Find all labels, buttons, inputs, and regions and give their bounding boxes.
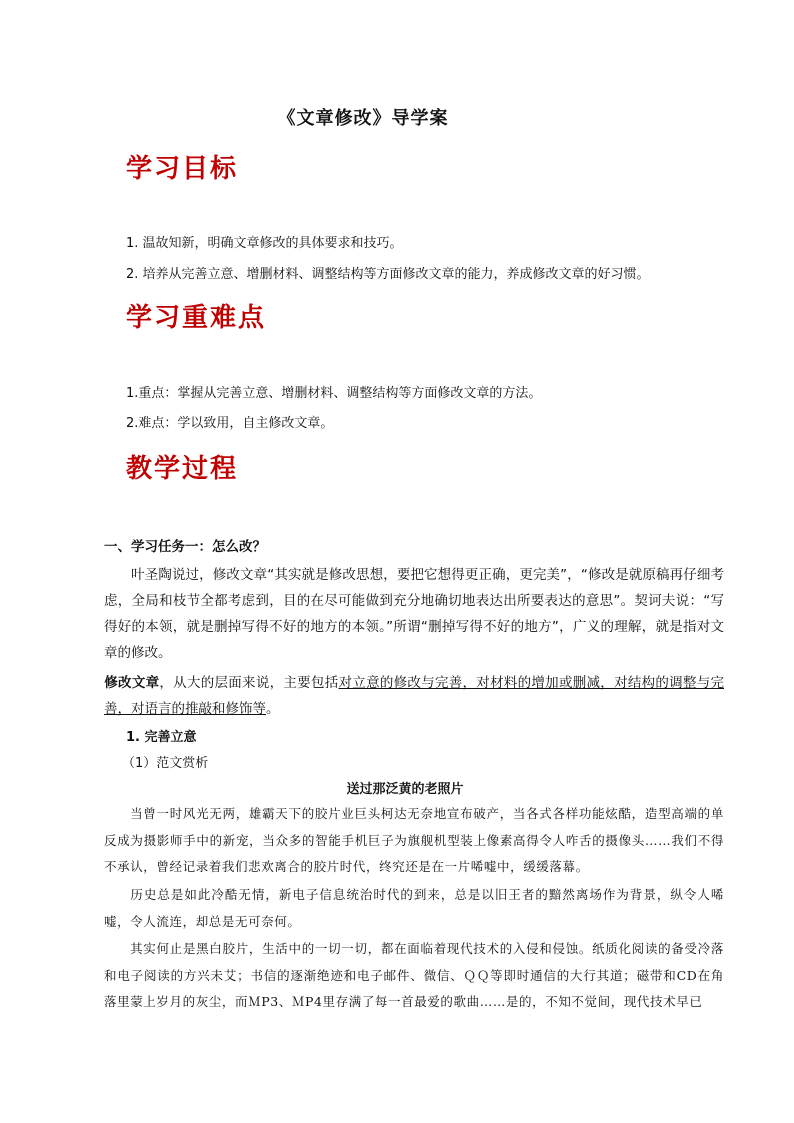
task1-heading: 一、学习任务一：怎么改？: [104, 539, 266, 555]
task1-paragraph-2: 修改文章，从大的层面来说，主要包括对立意的修改与完善，对材料的增加或删减，对结构的调整与完善，对语言的推敲和修饰等。: [104, 675, 725, 717]
section-heading-goals: 学习目标: [126, 154, 239, 184]
underlined-text: 对立意的修改与完善，对材料的增加或删减，对结构的调整与完善，对语言的推敲和修饰等: [104, 675, 725, 717]
essay-paragraph-3: 其实何止是黑白胶片，生活中的一切一切，都在面临着现代技术的入侵和侵蚀。纸质化阅读的备受冷落和电子阅读的方兴未艾；书信的逐渐绝迹和电子邮件、微信、ＱＱ等即时通信的大行其道；磁带和CD在角落里蒙上岁月的灰尘，而ＭP3、ＭP4里存满了每一首最爱的歌曲……是的，不知不觉间，现代技术早已: [104, 941, 724, 1009]
essay-title: 送过那泛黄的老照片: [346, 782, 464, 797]
document-title: 《文章修改》导学案: [277, 108, 449, 129]
section-heading-process: 教学过程: [126, 454, 239, 484]
sub-item-model-essay: （1）范文赏析: [122, 756, 209, 771]
key-point-item-1: 1.重点：掌握从完善立意、增删材料、调整结构等方面修改文章的方法。: [126, 386, 542, 401]
section-heading-key-points: 学习重难点: [126, 303, 267, 333]
key-point-item-2: 2.难点：学以致用，自主修改文章。: [126, 416, 334, 431]
task1-paragraph-1: 叶圣陶说过，修改文章“其实就是修改思想，要把它想得更正确，更完美”，“修改是就原稿再仔细考虑，全局和枝节全都考虑到，目的在尽可能做到充分地确切地表达出所要表达的意思”。契诃夫说：“写得好的本领，就是删掉写得不好的地方的本领。”所谓“删掉写得不好的地方”，广义的理解，就是指对文章的修改。: [104, 567, 724, 661]
paragraph-lead-bold: 修改文章: [104, 675, 160, 691]
goal-item-1: 1. 温故知新，明确文章修改的具体要求和技巧。: [126, 236, 403, 251]
goal-item-2: 2. 培养从完善立意、增删材料、调整结构等方面修改文章的能力，养成修改文章的好习惯。: [126, 267, 650, 282]
essay-paragraph-2: 历史总是如此冷酷无情，新电子信息统治时代的到来，总是以旧王者的黯然离场作为背景，纵令人唏嘘，令人流连，却总是无可奈何。: [104, 887, 724, 929]
sub-heading-perfect-theme: 1. 完善立意: [126, 730, 197, 745]
essay-paragraph-1: 当曾一时风光无两，雄霸天下的胶片业巨头柯达无奈地宣布破产，当各式各样功能炫酷，造型高端的单反成为摄影师手中的新宠，当众多的智能手机巨子为旗舰机型装上像素高得令人咋舌的摄像头……我们不得不承认，曾经记录着我们悲欢离合的胶片时代，终究还是在一片唏嘘中，缓缓落幕。: [104, 806, 724, 874]
